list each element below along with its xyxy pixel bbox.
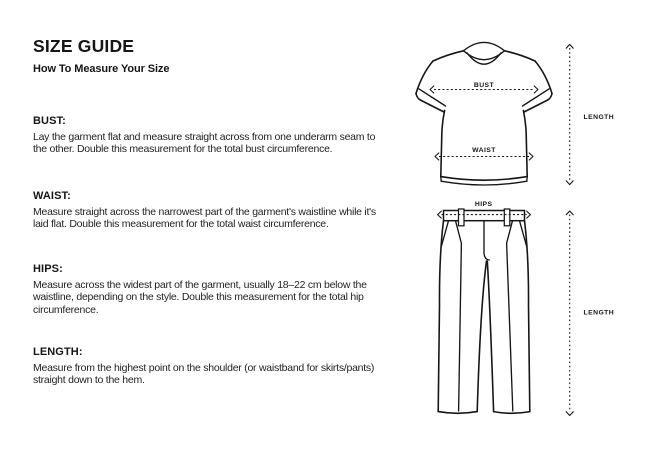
tshirt-side-left <box>441 110 445 176</box>
pants-waistband <box>444 211 525 221</box>
garment-diagrams <box>395 0 650 459</box>
section-body: Measure across the widest part of the garment, usually 18–22 cm below the waistline, depending on the style. Double this measurement for the total hip circumference. <box>33 278 367 316</box>
section-heading: BUST: <box>33 114 66 127</box>
tshirt-shoulder-right <box>505 51 536 61</box>
section-bust <box>33 115 389 156</box>
tshirt-length-label: LENGTH <box>583 114 615 121</box>
pants-crease-right <box>507 243 513 411</box>
pants-hem-left <box>438 412 477 414</box>
section-body: Lay the garment flat and measure straight across from one underarm seam to the other. Double this measurement for the total bust circumference. <box>33 130 376 156</box>
pants-inseam-right <box>487 261 493 412</box>
tshirt-collar-top <box>464 42 505 50</box>
right-chevron-icon <box>534 86 538 93</box>
section-hips <box>33 263 389 317</box>
pants-hem-right <box>494 412 530 414</box>
diagrams-panel <box>395 0 650 459</box>
left-chevron-icon <box>435 153 439 160</box>
section-heading: HIPS: <box>33 262 63 275</box>
bust-label: BUST <box>473 82 495 89</box>
left-chevron-icon <box>430 86 434 93</box>
section-waist <box>33 190 389 231</box>
pants-outseam-left <box>438 221 443 412</box>
up-chevron-icon <box>566 211 573 215</box>
pants-inseam-left <box>477 261 486 412</box>
measurement-instructions-panel <box>33 0 391 459</box>
up-chevron-icon <box>566 44 573 48</box>
section-body: Measure straight across the narrowest part of the garment's waistline while it's laid flat. Double this measurement for the total waist circumference. <box>33 205 376 231</box>
waist-label: WAIST <box>472 147 496 154</box>
tshirt-shoulder-left <box>433 51 464 61</box>
section-body: Measure from the highest point on the shoulder (or waistband for skirts/pants) straight down to the hem. <box>33 361 375 387</box>
pants-outseam-right <box>525 221 530 412</box>
waist-measurement-arrow <box>435 147 533 160</box>
page-subtitle: How To Measure Your Size <box>33 63 170 75</box>
pants-diagram <box>438 201 615 416</box>
tshirt-hem-bottom <box>441 181 527 185</box>
tshirt-diagram <box>416 42 614 185</box>
belt-loop-left <box>459 209 465 226</box>
belt-loop-right <box>504 209 510 226</box>
tshirt-side-right <box>523 110 527 176</box>
pants-length-arrow <box>566 211 614 416</box>
pants-fly <box>484 221 489 260</box>
right-chevron-icon <box>529 153 533 160</box>
hips-label: HIPS <box>474 201 493 208</box>
page-title: SIZE GUIDE <box>33 36 135 56</box>
section-heading: LENGTH: <box>33 345 83 358</box>
section-heading: WAIST: <box>33 189 71 202</box>
tshirt-length-arrow <box>566 44 614 184</box>
pants-length-label: LENGTH <box>583 309 615 317</box>
down-chevron-icon <box>566 412 573 416</box>
section-length <box>33 346 389 387</box>
left-chevron-icon <box>438 211 442 218</box>
tshirt-hem-top <box>441 177 527 181</box>
tshirt-collar-inner <box>467 53 501 64</box>
pants-crease-left <box>459 243 462 411</box>
bust-measurement-arrow <box>430 82 538 93</box>
right-chevron-icon <box>527 211 531 218</box>
down-chevron-icon <box>566 181 573 185</box>
